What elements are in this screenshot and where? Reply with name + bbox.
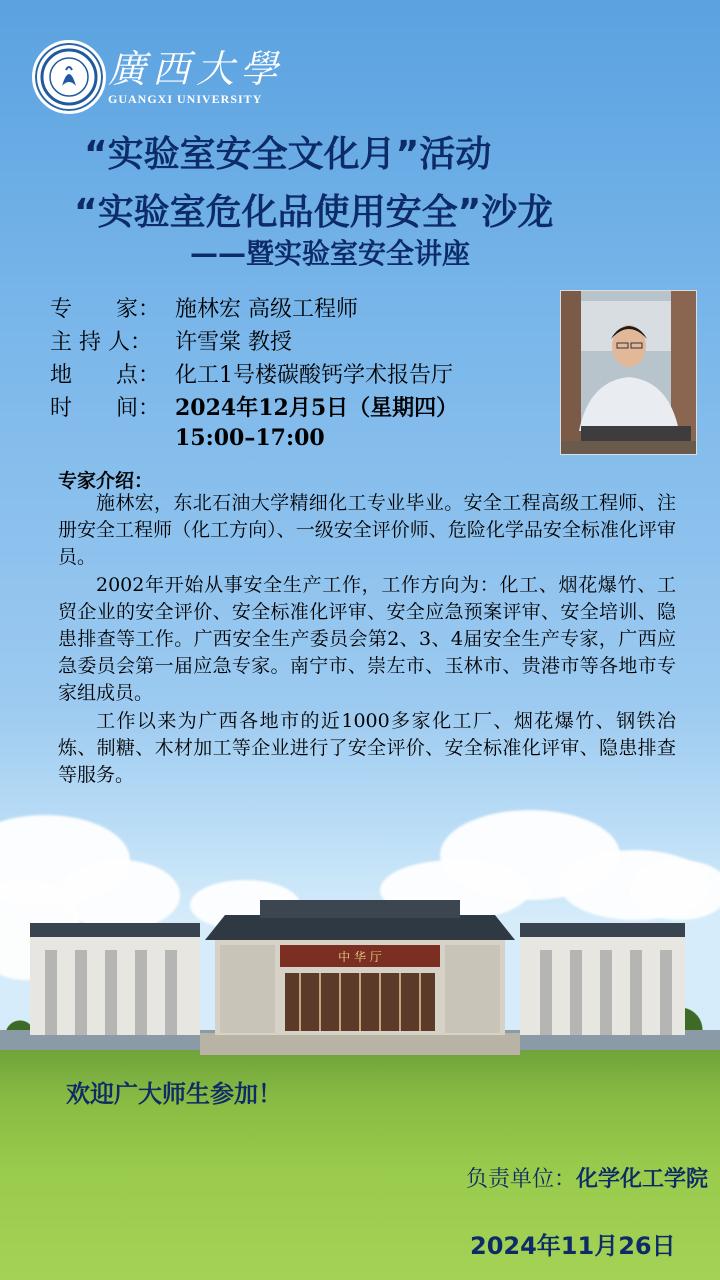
info-value: 施林宏 高级工程师: [175, 297, 358, 322]
time-range: 15:00–17:00: [175, 425, 325, 451]
building-sign: 中 华 厅: [338, 950, 382, 964]
intro-body: [58, 490, 676, 789]
university-logo-icon: [32, 40, 106, 114]
expert-photo: [560, 290, 697, 455]
intro-heading: 专家介绍：: [58, 470, 154, 492]
welcome-text: 欢迎广大师生参加！: [66, 1080, 282, 1108]
info-expert: [50, 292, 358, 323]
info-label: 主 持 人：: [50, 330, 152, 355]
publish-date: 2024年11月26日: [470, 1232, 676, 1260]
info-value: 化工1号楼碳酸钙学术报告厅: [175, 363, 453, 388]
info-host: [50, 325, 292, 356]
info-label: 时 间：: [50, 396, 161, 421]
info-time-range: [50, 425, 325, 451]
organizer-value: 化学化工学院: [575, 1167, 708, 1192]
info-label: 地 点：: [50, 363, 161, 388]
title-line-1: “实验室安全文化月”活动: [84, 134, 492, 175]
intro-paragraph: 2002年开始从事安全生产工作，工作方向为：化工、烟花爆竹、工贸企业的安全评价、安全标准化评审、安全应急预案评审、安全培训、隐患排查等工作。广西安全生产委员会第2、3、4届安全生产专家，广西应急委员会第一届应急专家。南宁市、崇左市、玉林市、贵港市等各地市专家组成员。: [58, 573, 676, 705]
info-value: 许雪棠 教授: [175, 330, 292, 355]
info-label: 专 家：: [50, 297, 161, 322]
title-line-2: “实验室危化品使用安全”沙龙: [74, 192, 554, 233]
organizer-label: 负责单位：: [465, 1167, 576, 1192]
info-location: [50, 358, 453, 389]
organizer: [466, 1162, 708, 1193]
title-line-3: ——暨实验室安全讲座: [190, 237, 471, 270]
info-time: [50, 391, 458, 422]
info-value: 2024年12月5日（星期四）: [175, 395, 459, 421]
intro-paragraph: 施林宏，东北石油大学精细化工专业毕业。安全工程高级工程师、注册安全工程师（化工方向）、一级安全评价师、危险化学品安全标准化评审员。: [58, 492, 676, 569]
auditorium-building: [0, 895, 720, 1065]
university-name-cn: 廣西大學: [108, 47, 285, 91]
intro-paragraph: 工作以来为广西各地市的近1000多家化工厂、烟花爆竹、钢铁冶炼、制糖、木材加工等企业进行了安全评价、安全标准化评审、隐患排查等服务。: [58, 709, 676, 787]
university-name-en: GUANGXI UNIVERSITY: [108, 92, 263, 106]
